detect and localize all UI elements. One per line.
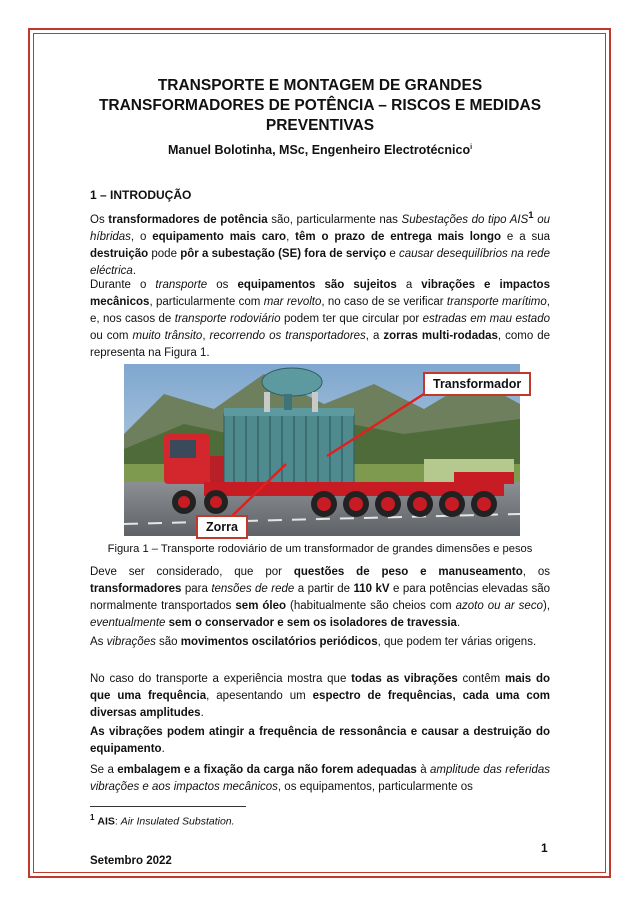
- footer-date: Setembro 2022: [90, 855, 172, 867]
- author-name: Manuel Bolotinha, MSc, Engenheiro Electrotécnico: [167, 143, 471, 157]
- paragraph-3: Deve ser considerado, que por questões de peso e manuseamento, os transformadores para tensões de rede a partir de 110 kV e para potências elevadas são normalmente transportados sem óleo (habitualmente são cheios com azoto ou ar seco), eventualmente sem o conservador e sem os isoladores de travessia.: [90, 566, 551, 629]
- footnote-separator: [90, 806, 246, 807]
- paragraph-1: Os transformadores de potência são, particularmente nas Subestações do tipo AIS$^1$ ou híbridas, o equipamento mais caro, têm o prazo de entrega mais longo e a sua destruição pode pôr a subestação (SE) fora de serviço e causar desequilíbrios na rede eléctrica.: [90, 210, 551, 277]
- callout-transformer: Transformador: [423, 372, 531, 396]
- paragraph-2: Durante o transporte os equipamentos são sujeitos a vibrações e impactos mecânicos, particularmente com mar revolto, no caso de se verificar transporte marítimo, e, nos casos de transporte rodoviário podem ter que circular por estradas em mau estado ou com muito trânsito, recorrendo os transportadores, a zorras multi-rodadas, como de representa na Figura 1.: [90, 279, 551, 359]
- page-number: 1: [541, 841, 548, 855]
- paragraph-4: As vibrações são movimentos oscilatórios periódicos, que podem ter várias origens.: [90, 636, 537, 648]
- figure-caption: Figura 1 – Transporte rodoviário de um transformador de grandes dimensões e pesos: [107, 543, 533, 555]
- paragraph-6: As vibrações podem atingir a frequência de ressonância e causar a destruição do equipamento.: [90, 726, 550, 755]
- section-heading: 1 – INTRODUÇÃO: [90, 188, 192, 202]
- paragraph-5: No caso do transporte a experiência mostra que todas as vibrações contêm mais do que uma frequência, apesentando um espectro de frequências, cada uma com diversas amplitudes.: [90, 673, 550, 719]
- title-line-3: PREVENTIVAS: [265, 117, 375, 134]
- footnote-abbreviation: AIS: [97, 815, 115, 828]
- author-endnote-mark: i: [470, 143, 473, 151]
- footnote-number: 1: [90, 813, 95, 822]
- footnote-text: Air Insulated Substation.: [120, 815, 235, 828]
- footnote: $^1$ AIS: Air Insulated Substation.: [90, 813, 235, 828]
- title-line-2: TRANSFORMADORES DE POTÊNCIA – RISCOS E MEDIDAS: [98, 97, 542, 114]
- title-line-1: TRANSPORTE E MONTAGEM DE GRANDES: [157, 77, 483, 94]
- callout-trailer: Zorra: [196, 515, 248, 539]
- paragraph-7: Se a embalagem e a fixação da carga não forem adequadas à amplitude das referidas vibrações e aos impactos mecânicos, os equipamentos, particularmente os: [90, 764, 550, 793]
